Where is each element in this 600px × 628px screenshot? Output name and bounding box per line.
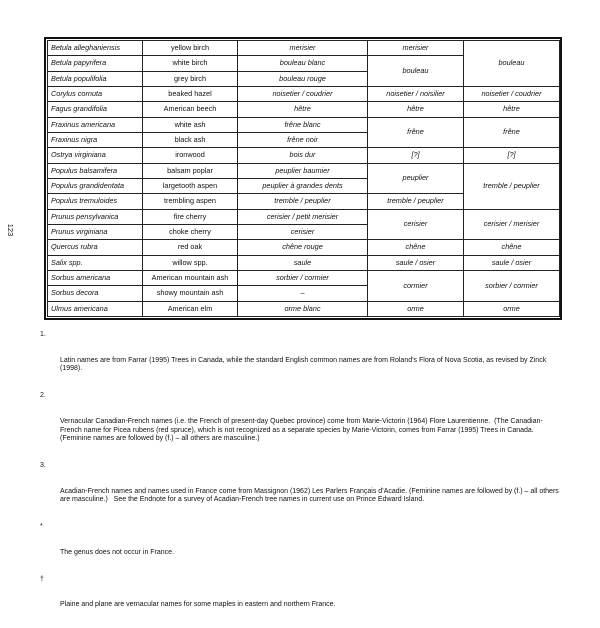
english-name: ironwood [143, 148, 238, 163]
table-row [48, 86, 560, 101]
latin-name: Fraxinus nigra [48, 132, 143, 147]
table-row [48, 102, 560, 117]
english-name: fire cherry [143, 209, 238, 224]
france-name: frêne [464, 117, 560, 148]
quebec-name: – [238, 286, 368, 301]
quebec-name: bois dur [238, 148, 368, 163]
latin-name: Fagus grandifolia [48, 102, 143, 117]
latin-name: Betula alleghaniensis [48, 41, 143, 56]
latin-name: Fraxinus americana [48, 117, 143, 132]
footnote-text: The genus does not occur in France. [60, 548, 175, 556]
footnote-1 [40, 331, 560, 391]
english-name: American elm [143, 301, 238, 316]
acadian-name: cerisier [368, 209, 464, 240]
quebec-name: frêne blanc [238, 117, 368, 132]
acadian-name: [?] [368, 148, 464, 163]
quebec-name: tremble / peuplier [238, 194, 368, 209]
table-row [48, 117, 560, 132]
latin-name: Betula papyrifera [48, 56, 143, 71]
quebec-name: bouleau rouge [238, 71, 368, 86]
english-name: balsam poplar [143, 163, 238, 178]
english-name: showy mountain ash [143, 286, 238, 301]
quebec-name: cerisier [238, 224, 368, 239]
english-name: beaked hazel [143, 86, 238, 101]
footnote-dagger [40, 576, 560, 628]
france-name: tremble / peuplier [464, 163, 560, 209]
english-name: willow spp. [143, 255, 238, 270]
footnote-text: Plaine and plane are vernacular names for some maples in eastern and northern France. [60, 601, 336, 609]
tree-names-table [47, 40, 560, 317]
acadian-name: bouleau [368, 56, 464, 87]
france-name: orme [464, 301, 560, 316]
english-name: white ash [143, 117, 238, 132]
latin-name: Ulmus americana [48, 301, 143, 316]
quebec-name: cerisier / petit merisier [238, 209, 368, 224]
latin-name: Prunus virginiana [48, 224, 143, 239]
quebec-name: noisetier / coudrier [238, 86, 368, 101]
france-name: hêtre [464, 102, 560, 117]
acadian-name: saule / osier [368, 255, 464, 270]
english-name: yellow birch [143, 41, 238, 56]
table-row [48, 209, 560, 224]
quebec-name: saule [238, 255, 368, 270]
acadian-name: peuplier [368, 163, 464, 194]
table-row [48, 240, 560, 255]
english-name: choke cherry [143, 224, 238, 239]
france-name: [?] [464, 148, 560, 163]
english-name: grey birch [143, 71, 238, 86]
table-row [48, 255, 560, 270]
france-name: sorbier / cormier [464, 270, 560, 301]
english-name: white birch [143, 56, 238, 71]
latin-name: Sorbus americana [48, 270, 143, 285]
acadian-name: cormier [368, 270, 464, 301]
latin-name: Sorbus decora [48, 286, 143, 301]
footnote-marker: 3. [40, 461, 46, 469]
table-row [48, 270, 560, 285]
latin-name: Betula populifolia [48, 71, 143, 86]
quebec-name: orme blanc [238, 301, 368, 316]
footnote-marker: † [40, 575, 44, 583]
latin-name: Quercus rubra [48, 240, 143, 255]
footnote-text: Vernacular Canadian-French names (i.e. the French of present-day Quebec province) come from Marie-Victorin (1964) Flore Laurentienne. (The Canadian-French name for Picea rubens (red spruce), which is not recognized as a separate species by Marie-Victorin, comes from Farrar (1995) Trees in Canada. (Feminine names are followed by (f.) – all others are masculine.) [60, 417, 543, 443]
quebec-name: merisier [238, 41, 368, 56]
table-row [48, 163, 560, 178]
latin-name: Populus grandidentata [48, 178, 143, 193]
france-name: chêne [464, 240, 560, 255]
english-name: trembling aspen [143, 194, 238, 209]
footnote-asterisk [40, 523, 560, 575]
quebec-name: peuplier à grandes dents [238, 178, 368, 193]
page-number: 123 [6, 223, 15, 237]
acadian-name: merisier [368, 41, 464, 56]
english-name: American beech [143, 102, 238, 117]
english-name: American mountain ash [143, 270, 238, 285]
quebec-name: bouleau blanc [238, 56, 368, 71]
quebec-name: frêne noir [238, 132, 368, 147]
acadian-name: tremble / peuplier [368, 194, 464, 209]
latin-name: Populus balsamifera [48, 163, 143, 178]
table-row [48, 301, 560, 316]
english-name: red oak [143, 240, 238, 255]
latin-name: Ostrya virginiana [48, 148, 143, 163]
footnote-marker: 1. [40, 331, 46, 338]
acadian-name: chêne [368, 240, 464, 255]
footnote-text: Latin names are from Farrar (1995) Trees in Canada, while the standard English common names are from Roland’s Flora of Nova Scotia, as revised by Zinck (1998). [60, 356, 549, 373]
acadian-name: hêtre [368, 102, 464, 117]
quebec-name: peuplier baumier [238, 163, 368, 178]
footnote-3 [40, 462, 560, 522]
english-name: largetooth aspen [143, 178, 238, 193]
footnote-2 [40, 392, 560, 461]
quebec-name: hêtre [238, 102, 368, 117]
footnote-marker: * [40, 523, 43, 531]
france-name: saule / osier [464, 255, 560, 270]
acadian-name: frêne [368, 117, 464, 148]
english-name: black ash [143, 132, 238, 147]
quebec-name: sorbier / cormier [238, 270, 368, 285]
france-name: cerisier / merisier [464, 209, 560, 240]
table-row [48, 148, 560, 163]
acadian-name: noisetier / noisilier [368, 86, 464, 101]
footnote-text: Acadian-French names and names used in France come from Massignon (1962) Les Parlers Français d’Acadie. (Feminine names are followed by (f.) – all others are masculine.) See the Endnote for a survey of Acadian-French tree names in current use on Prince Edward Island. [60, 487, 561, 504]
footnote-marker: 2. [40, 392, 46, 400]
france-name: bouleau [464, 41, 560, 87]
latin-name: Corylus cornuta [48, 86, 143, 101]
latin-name: Prunus pensylvanica [48, 209, 143, 224]
acadian-name: orme [368, 301, 464, 316]
table-row [48, 41, 560, 56]
latin-name: Populus tremuloides [48, 194, 143, 209]
latin-name: Salix spp. [48, 255, 143, 270]
quebec-name: chêne rouge [238, 240, 368, 255]
france-name: noisetier / coudrier [464, 86, 560, 101]
footnotes [40, 331, 560, 628]
